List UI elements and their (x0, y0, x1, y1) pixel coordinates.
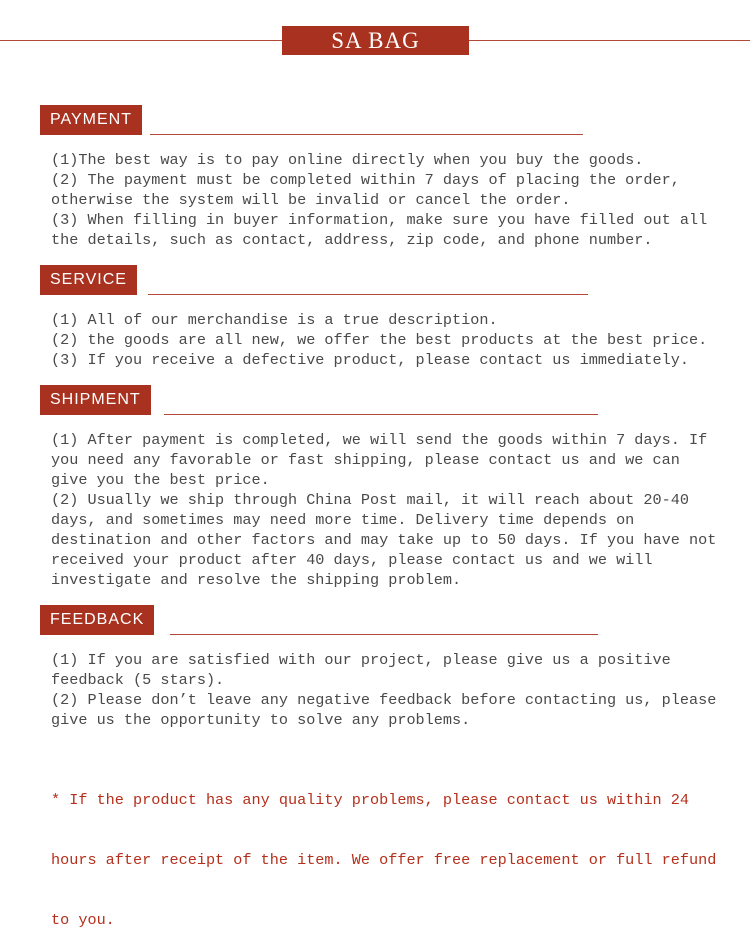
payment-line: (2) The payment must be completed within 7 days of placing the order, (51, 171, 680, 189)
service-heading: SERVICE (40, 265, 137, 295)
shipment-heading: SHIPMENT (40, 385, 151, 415)
payment-body (51, 150, 721, 250)
service-body (51, 310, 721, 370)
shipment-header-line (164, 414, 598, 415)
feedback-line: (2) Please don’t leave any negative feedback before contacting us, please (51, 691, 717, 709)
payment-heading: PAYMENT (40, 105, 142, 135)
shipment-line: investigate and resolve the shipping problem. (51, 571, 462, 589)
payment-line: otherwise the system will be invalid or cancel the order. (51, 191, 571, 209)
shipment-body (51, 430, 721, 590)
shipment-line: you need any favorable or fast shipping, please contact us and we can (51, 451, 680, 469)
service-header-line (148, 294, 588, 295)
shipment-line: give you the best price. (51, 471, 270, 489)
payment-header-line (150, 134, 583, 135)
feedback-body (51, 650, 721, 730)
service-line: (3) If you receive a defective product, please contact us immediately. (51, 351, 689, 369)
feedback-heading: FEEDBACK (40, 605, 154, 635)
service-line: (1) All of our merchandise is a true description. (51, 311, 498, 329)
shipment-line: days, and sometimes may need more time. Delivery time depends on (51, 511, 635, 529)
shipment-line: destination and other factors and may take up to 50 days. If you have not (51, 531, 717, 549)
notice-line: to you. (51, 911, 115, 929)
notice-line: hours after receipt of the item. We offer free replacement or full refund (51, 851, 717, 869)
payment-line: the details, such as contact, address, zip code, and phone number. (51, 231, 653, 249)
feedback-line: (1) If you are satisfied with our project, please give us a positive (51, 651, 671, 669)
feedback-header-line (170, 634, 598, 635)
shipment-line: (2) Usually we ship through China Post mail, it will reach about 20-40 (51, 491, 689, 509)
shipment-line: received your product after 40 days, please contact us and we will (51, 551, 653, 569)
shipment-line: (1) After payment is completed, we will send the goods within 7 days. If (51, 431, 708, 449)
notice-line: * If the product has any quality problems, please contact us within 24 (51, 791, 689, 809)
service-line: (2) the goods are all new, we offer the best products at the best price. (51, 331, 708, 349)
brand-title: SA BAG (282, 26, 469, 55)
payment-line: (1)The best way is to pay online directly when you buy the goods. (51, 151, 644, 169)
payment-line: (3) When filling in buyer information, make sure you have filled out all (51, 211, 708, 229)
quality-notice (51, 750, 721, 950)
feedback-line: give us the opportunity to solve any problems. (51, 711, 471, 729)
feedback-line: feedback (5 stars). (51, 671, 225, 689)
